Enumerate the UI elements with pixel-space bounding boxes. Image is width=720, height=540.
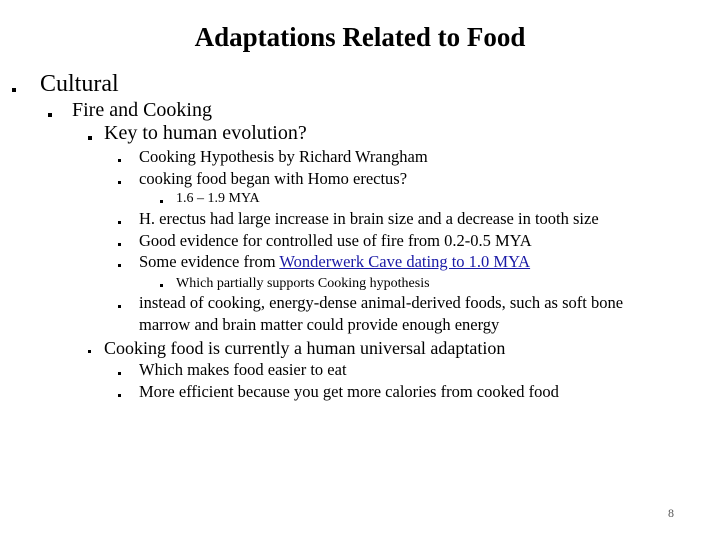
wonderwerk-cave-link[interactable]: Wonderwerk Cave dating to 1.0 MYA bbox=[279, 252, 531, 271]
bullet-icon bbox=[12, 88, 16, 92]
bullet-icon bbox=[118, 181, 121, 184]
bullet-key-evolution: Key to human evolution? bbox=[104, 122, 307, 144]
bullet-icon bbox=[118, 372, 121, 375]
bullet-some-evidence bbox=[139, 253, 530, 272]
bullet-cultural: Cultural bbox=[40, 71, 119, 97]
slide-title: Adaptations Related to Food bbox=[194, 22, 526, 52]
bullet-hypothesis: Cooking Hypothesis by Richard Wrangham bbox=[139, 147, 428, 166]
bullet-icon bbox=[160, 284, 163, 287]
bullet-easier: Which makes food easier to eat bbox=[139, 360, 347, 379]
bullet-icon bbox=[118, 394, 121, 397]
bullet-mya: 1.6 – 1.9 MYA bbox=[176, 191, 260, 206]
bullet-fire-cooking: Fire and Cooking bbox=[72, 99, 212, 121]
bullet-icon bbox=[118, 243, 121, 246]
bullet-partially-supports: Which partially supports Cooking hypothesis bbox=[176, 276, 430, 291]
bullet-instead-line2: marrow and brain matter could provide enough energy bbox=[139, 315, 500, 334]
bullet-icon bbox=[160, 200, 163, 203]
bullet-icon bbox=[48, 113, 52, 117]
bullet-instead-line1: instead of cooking, energy-dense animal-derived foods, such as soft bone bbox=[139, 293, 624, 312]
bullet-icon bbox=[118, 159, 121, 162]
bullet-icon bbox=[88, 350, 91, 353]
some-evidence-text: Some evidence from bbox=[139, 252, 280, 271]
bullet-icon bbox=[88, 136, 92, 140]
bullet-efficient: More efficient because you get more calories from cooked food bbox=[139, 382, 559, 401]
bullet-universal: Cooking food is currently a human universal adaptation bbox=[104, 338, 506, 358]
bullet-icon bbox=[118, 221, 121, 224]
bullet-icon bbox=[118, 264, 121, 267]
bullet-icon bbox=[118, 305, 121, 308]
page-number: 8 bbox=[668, 506, 674, 520]
bullet-homo-erectus: cooking food began with Homo erectus? bbox=[139, 169, 408, 188]
bullet-brain-size: H. erectus had large increase in brain size and a decrease in tooth size bbox=[139, 209, 599, 228]
bullet-good-evidence: Good evidence for controlled use of fire from 0.2-0.5 MYA bbox=[139, 231, 532, 250]
